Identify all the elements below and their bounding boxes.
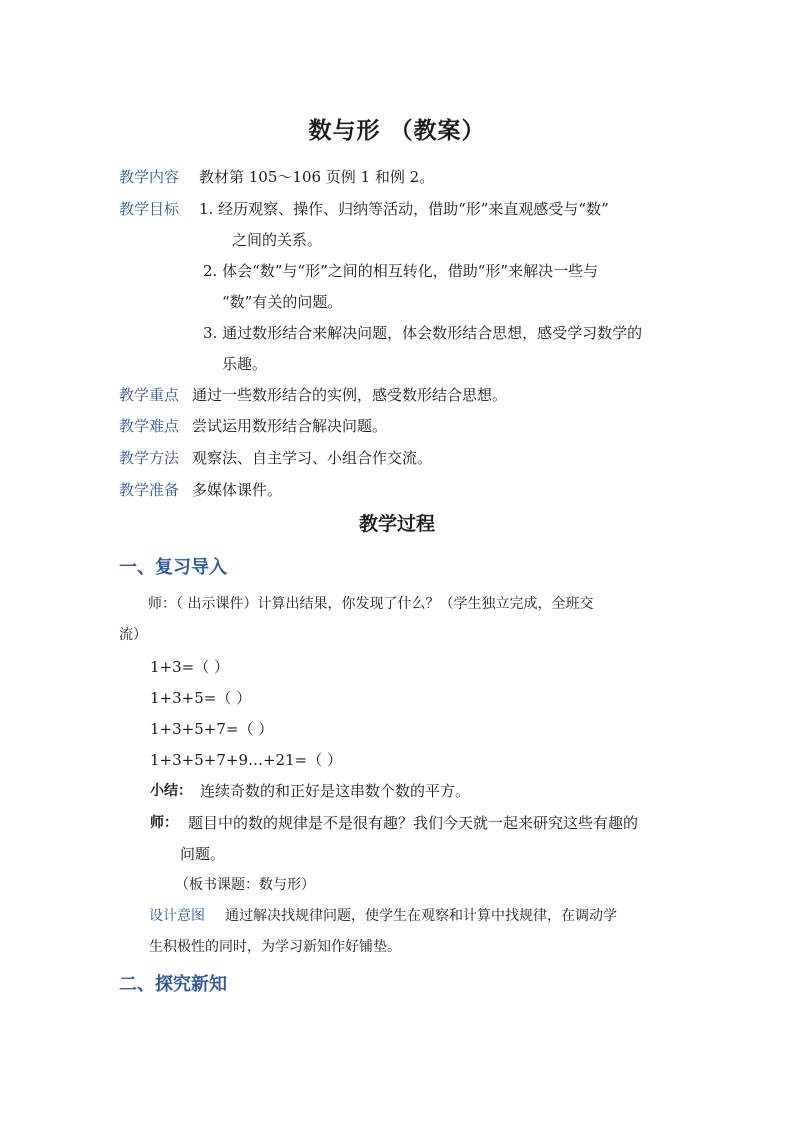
teacher-label: 师： [150,815,178,831]
difficulty-value: 尝试运用数形结合解决问题。 [192,417,388,435]
prep-label: 教学准备 [119,481,180,499]
key-value: 通过一些数形结合的实例，感受数形结合思想。 [192,386,508,404]
prep-value: 多媒体课件。 [192,481,283,499]
design-intent-line2: 生积极性的同时，为学习新知作好铺垫。 [149,939,401,955]
process-title: 教学过程 [358,513,435,535]
key-label: 教学重点 [119,386,180,404]
method-label: 教学方法 [119,449,180,467]
content-value: 教材第 105～106 页例 1 和例 2。 [199,168,435,186]
design-intent-line1: 通过解决找规律问题，使学生在观察和计算中找规律，在调动学 [225,908,617,924]
teacher-intro-line2: 流） [119,627,147,643]
teacher-line2: 问题。 [180,845,226,863]
equation-2: 1+3+5=（ ） [150,689,252,707]
equation-4: 1+3+5+7+9…+21=（ ） [150,751,342,769]
goal-1-line1: 1. 经历观察、操作、归纳等活动，借助“形”来直观感受与“数” [199,200,609,218]
summary-label: 小结： [150,783,192,799]
design-intent-label: 设计意图 [149,908,205,924]
goal-3-line1: 3. 通过数形结合来解决问题，体会数形结合思想，感受学习数学的 [203,324,643,342]
page-title: 数与形 （教案） [308,118,486,144]
teacher-intro-line1: 师：（ 出示课件）计算出结果，你发现了什么？（学生独立完成，全班交 [148,596,594,612]
summary-text: 连续奇数的和正好是这串数个数的平方。 [200,782,471,800]
difficulty-label: 教学难点 [119,417,180,435]
content-label: 教学内容 [119,168,180,186]
goal-label: 教学目标 [119,200,180,218]
board-note: （板书课题：数与形） [175,877,315,893]
goal-2-line2: “数”有关的问题。 [222,293,343,311]
method-value: 观察法、自主学习、小组合作交流。 [192,449,433,467]
teacher-line1: 题目中的数的规律是不是很有趣？我们今天就一起来研究这些有趣的 [188,814,639,832]
goal-3-line2: 乐趣。 [222,355,268,373]
goal-1-line2: 之间的关系。 [232,231,323,249]
equation-1: 1+3=（ ） [150,658,229,676]
section-heading-review: 一、复习导入 [119,557,227,578]
equation-3: 1+3+5+7=（ ） [150,720,274,738]
goal-2-line1: 2. 体会“数”与“形”之间的相互转化，借助“形”来解决一些与 [203,262,599,280]
section-heading-explore: 二、探究新知 [119,974,227,995]
